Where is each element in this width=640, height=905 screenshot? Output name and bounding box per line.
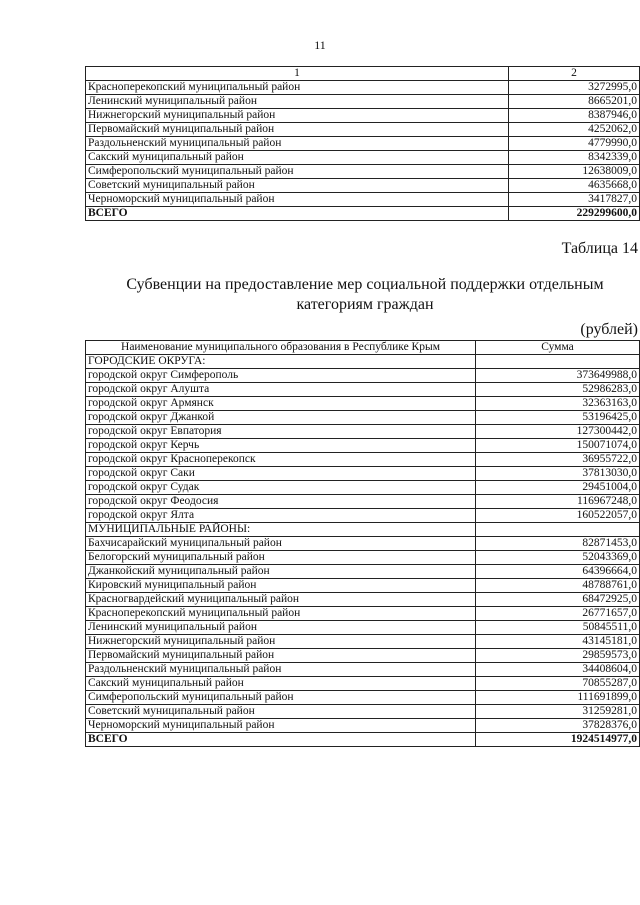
table-row (86, 565, 640, 579)
cell-amount: 4779990,0 (509, 137, 640, 151)
cell-amount: 52986283,0 (476, 383, 640, 397)
table-header-row (86, 341, 640, 355)
cell-name: городской округ Саки (86, 467, 476, 481)
cell-name: Красногвардейский муниципальный район (86, 593, 476, 607)
cell-name: Джанкойский муниципальный район (86, 565, 476, 579)
cell-amount: 64396664,0 (476, 565, 640, 579)
cell-name: Нижнегорский муниципальный район (86, 635, 476, 649)
cell-amount: 4635668,0 (509, 179, 640, 193)
cell-name: Симферопольский муниципальный район (86, 691, 476, 705)
cell-name: Первомайский муниципальный район (86, 649, 476, 663)
cell-name: ВСЕГО (86, 207, 509, 221)
cell-name: Ленинский муниципальный район (86, 95, 509, 109)
cell-name: Кировский муниципальный район (86, 579, 476, 593)
table-row (86, 677, 640, 691)
cell-amount: 82871453,0 (476, 537, 640, 551)
table-row (86, 649, 640, 663)
subventions-table (85, 340, 640, 747)
table-row (86, 425, 640, 439)
total-row (86, 207, 640, 221)
cell-amount: 229299600,0 (509, 207, 640, 221)
table-row (86, 439, 640, 453)
cell-amount: 26771657,0 (476, 607, 640, 621)
cell-amount: 37813030,0 (476, 467, 640, 481)
cell-name: Красноперекопский муниципальный район (86, 81, 509, 95)
cell-name: Раздольненский муниципальный район (86, 663, 476, 677)
cell-amount: 70855287,0 (476, 677, 640, 691)
cell-name: Бахчисарайский муниципальный район (86, 537, 476, 551)
cell-amount: 29859573,0 (476, 649, 640, 663)
table-row (86, 663, 640, 677)
cell-name: городской округ Евпатория (86, 425, 476, 439)
cell-amount: 34408604,0 (476, 663, 640, 677)
table-row (86, 383, 640, 397)
cell-amount: 160522057,0 (476, 509, 640, 523)
cell-name: городской округ Красноперекопск (86, 453, 476, 467)
cell-name: Раздольненский муниципальный район (86, 137, 509, 151)
cell-amount: 50845511,0 (476, 621, 640, 635)
cell-amount: 3417827,0 (509, 193, 640, 207)
table-row (86, 453, 640, 467)
table-row (86, 691, 640, 705)
cell-amount: 37828376,0 (476, 719, 640, 733)
cell-amount: 8665201,0 (509, 95, 640, 109)
cell-name: ВСЕГО (86, 733, 476, 747)
cell-amount: 116967248,0 (476, 495, 640, 509)
table-row (86, 165, 640, 179)
cell-amount: 48788761,0 (476, 579, 640, 593)
cell-name: Нижнегорский муниципальный район (86, 109, 509, 123)
table-row (86, 95, 640, 109)
section-label: МУНИЦИПАЛЬНЫЕ РАЙОНЫ: (86, 523, 476, 537)
cell-name: городской округ Армянск (86, 397, 476, 411)
cell-amount: 43145181,0 (476, 635, 640, 649)
cell-name: Черноморский муниципальный район (86, 193, 509, 207)
cell-amount: 1924514977,0 (476, 733, 640, 747)
table-row (86, 635, 640, 649)
cell-amount: 3272995,0 (509, 81, 640, 95)
table-row (86, 397, 640, 411)
table-row (86, 495, 640, 509)
cell-name: Ленинский муниципальный район (86, 621, 476, 635)
cell-amount: 127300442,0 (476, 425, 640, 439)
cell-amount: 53196425,0 (476, 411, 640, 425)
table-row (86, 509, 640, 523)
column-header-amount: 2 (509, 67, 640, 81)
table-row (86, 179, 640, 193)
cell-amount: 150071074,0 (476, 439, 640, 453)
table-row (86, 411, 640, 425)
cell-name: Красноперекопский муниципальный район (86, 607, 476, 621)
cell-amount: 36955722,0 (476, 453, 640, 467)
table-row (86, 151, 640, 165)
cell-amount: 31259281,0 (476, 705, 640, 719)
table-row (86, 109, 640, 123)
cell-name: Сакский муниципальный район (86, 677, 476, 691)
table-row (86, 467, 640, 481)
cell-amount: 111691899,0 (476, 691, 640, 705)
cell-name: городской округ Керчь (86, 439, 476, 453)
table-row (86, 551, 640, 565)
continued-table (85, 66, 640, 221)
table-header-row (86, 67, 640, 81)
page-number: 11 (314, 38, 326, 52)
table-row (86, 593, 640, 607)
table-row (86, 123, 640, 137)
cell-amount: 8342339,0 (509, 151, 640, 165)
column-header-name: Наименование муниципального образования в Республике Крым (86, 341, 476, 355)
table-row (86, 621, 640, 635)
cell-name: городской округ Судак (86, 481, 476, 495)
column-header-name: 1 (86, 67, 509, 81)
cell-amount: 4252062,0 (509, 123, 640, 137)
table-row (86, 607, 640, 621)
cell-name: Симферопольский муниципальный район (86, 165, 509, 179)
cell-name: городской округ Феодосия (86, 495, 476, 509)
cell-amount (476, 523, 640, 537)
table-row (86, 537, 640, 551)
table-row (86, 579, 640, 593)
cell-amount: 373649988,0 (476, 369, 640, 383)
cell-name: Советский муниципальный район (86, 179, 509, 193)
cell-amount: 8387946,0 (509, 109, 640, 123)
cell-amount: 29451004,0 (476, 481, 640, 495)
cell-name: Белогорский муниципальный район (86, 551, 476, 565)
table-title: Субвенции на предоставление мер социальной поддержки отдельным категориям граждан (126, 276, 604, 313)
total-row (86, 733, 640, 747)
cell-amount (476, 355, 640, 369)
table-row (86, 81, 640, 95)
cell-amount: 32363163,0 (476, 397, 640, 411)
cell-name: городской округ Ялта (86, 509, 476, 523)
table-label: Таблица 14 (561, 240, 638, 257)
table-row (86, 369, 640, 383)
section-row-municipal-districts (86, 523, 640, 537)
cell-name: Черноморский муниципальный район (86, 719, 476, 733)
table-row (86, 705, 640, 719)
table-row (86, 481, 640, 495)
units-label: (рублей) (580, 321, 638, 338)
cell-name: городской округ Симферополь (86, 369, 476, 383)
cell-name: Сакский муниципальный район (86, 151, 509, 165)
cell-amount: 68472925,0 (476, 593, 640, 607)
table-row (86, 193, 640, 207)
table-row (86, 137, 640, 151)
cell-name: городской округ Джанкой (86, 411, 476, 425)
section-label: ГОРОДСКИЕ ОКРУГА: (86, 355, 476, 369)
section-row-urban-districts (86, 355, 640, 369)
cell-name: городской округ Алушта (86, 383, 476, 397)
cell-amount: 12638009,0 (509, 165, 640, 179)
cell-amount: 52043369,0 (476, 551, 640, 565)
cell-name: Советский муниципальный район (86, 705, 476, 719)
table-row (86, 719, 640, 733)
cell-name: Первомайский муниципальный район (86, 123, 509, 137)
column-header-amount: Сумма (476, 341, 640, 355)
